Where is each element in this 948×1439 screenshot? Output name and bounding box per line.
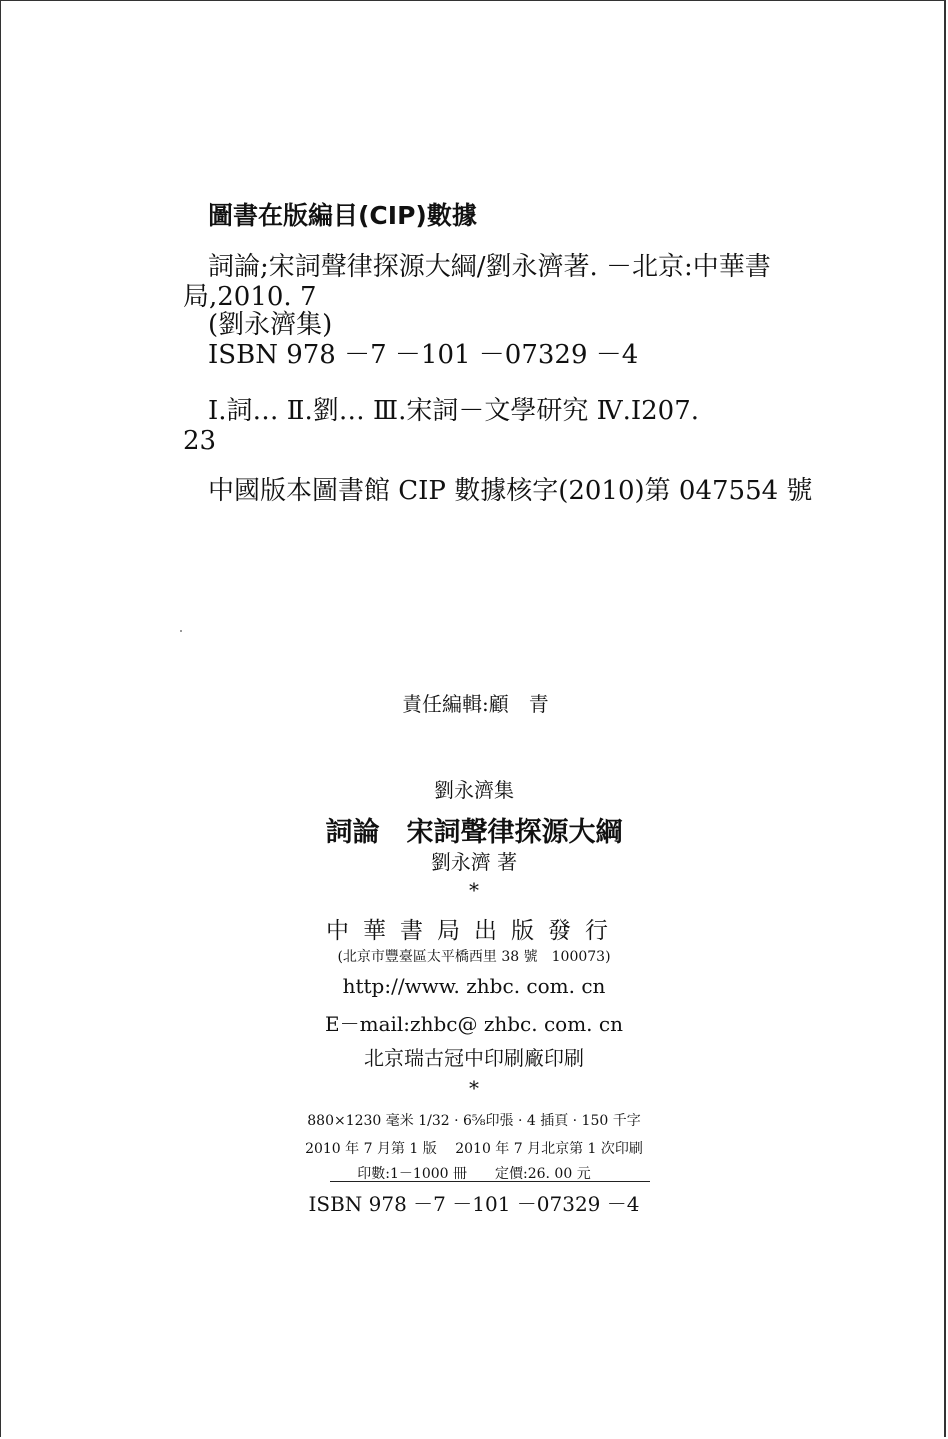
publisher-line: 中華書局出版發行 [326,918,622,944]
book-author: 劉永濟 著 [430,850,518,874]
separator-star-2: * [469,1076,479,1100]
publisher-email: E－mail:zhbc@ zhbc. com. cn [325,1012,623,1036]
print-run-price: 印數:1－1000 冊 定價:26. 00 元 [357,1166,591,1182]
colophon-isbn: ISBN 978 －7 －101 －07329 －4 [308,1192,640,1216]
publisher-url: http://www. zhbc. com. cn [342,974,606,998]
cip-approval-line: 中國版本圖書館 CIP 數據核字(2010)第 047554 號 [208,476,813,506]
publisher-address: (北京市豐臺區太平橋西里 38 號 100073) [337,949,611,965]
separator-star-1: * [469,878,479,902]
cip-classification-line-1: Ⅰ.詞… Ⅱ.劉… Ⅲ.宋詞－文學研究 Ⅳ.I207. [208,396,700,426]
printer-line: 北京瑞古冠中印刷廠印刷 [364,1046,584,1070]
cip-series-line: (劉永濟集) [208,310,333,340]
isbn-rule [330,1181,650,1182]
edition-info: 2010 年 7 月第 1 版 2010 年 7 月北京第 1 次印刷 [305,1141,643,1157]
responsible-editor: 責任編輯:顧 青 [402,692,549,716]
book-format: 880×1230 毫米 1/32 · 6⅝印張 · 4 插頁 · 150 千字 [307,1113,641,1129]
cip-isbn-line: ISBN 978 －7 －101 －07329 －4 [208,340,639,370]
scan-speck [180,630,182,632]
cip-classification-line-2: 23 [183,426,217,456]
series-name: 劉永濟集 [434,778,514,802]
cip-entry-line-2: 局,2010. 7 [183,282,317,312]
cip-heading: 圖書在版編目(CIP)數據 [208,201,477,230]
cip-entry-line-1: 詞論;宋詞聲律探源大綱/劉永濟著. －北京:中華書 [208,252,771,282]
book-title: 詞論 宋詞聲律探源大綱 [325,817,623,848]
